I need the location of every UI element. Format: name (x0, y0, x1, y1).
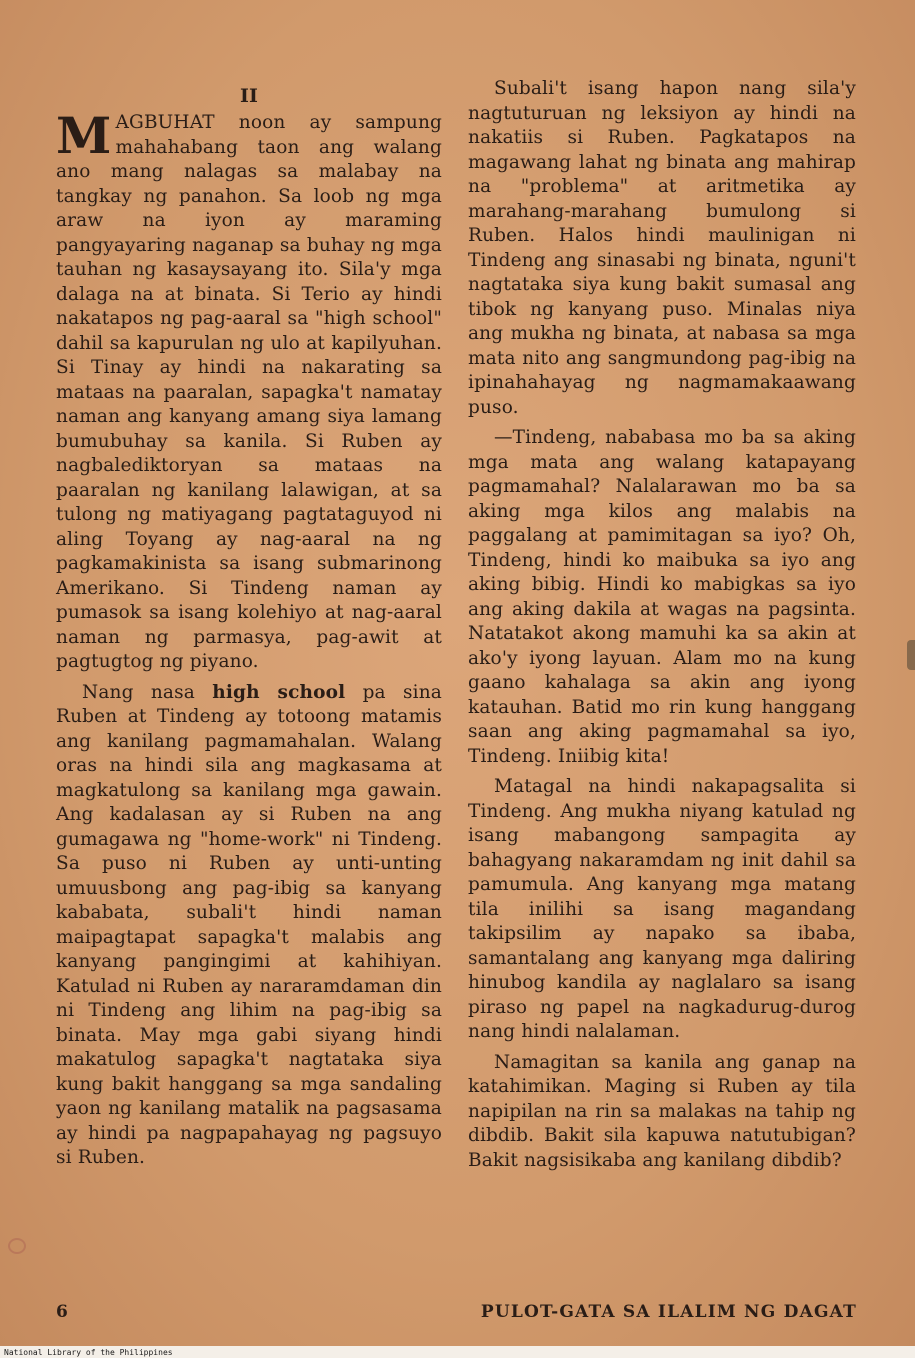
chapter-number: II (239, 85, 259, 107)
drop-cap: M (56, 106, 112, 165)
running-title: PULOT-GATA SA ILALIM NG DAGAT (480, 1302, 857, 1322)
paragraph-3: Subali't isang hapon nang sila'y nagtuturuan ng leksiyon ay hindi na nakatiis si Ruben. Pagkatapos na magawang lahat ng binata ang mahirap na "problema" at aritmetika ay marahang-marahang bumulong si Ruben. Halos hindi maulinigan ni Tindeng ang sinasabi ng binata, nguni't nagtataka siya kung bakit sumasal ang tibok ng kanyang puso. Minalas niya ang mukha ng binata, at nabasa sa mga mata nito ang sangmundong pag-ibig na ipinahahayag ng nagmamakaawang puso. (468, 78, 856, 418)
paragraph-2-text-a: Nang nasa (82, 681, 213, 703)
paragraph-1 (56, 106, 442, 675)
library-credit: National Library of the Philippines (4, 1348, 173, 1357)
paper-stain (8, 1238, 26, 1254)
paragraph-2-text-b: pa sina Ruben at Tindeng ay totoong matamis ang kanilang pagmamahalan. Walang oras na hindi sila ang magkasama at magkatulong sa kanilang mga gawain. Ang kadalasan ay si Ruben na ang gumagawa ng "home-work" ni Tindeng. Sa puso ni Ruben ay unti-unting umuusbong ang pag-ibig sa kanyang kababata, subali't hindi naman maipagtapat sapagka't malabis ang kanyang pangingimi at kahihiyan. Katulad ni Ruben ay nararamdaman din ni Tindeng ang lihim na pag-ibig sa binata. May mga gabi siyang hindi makatulog sapagka't nagtataka siya kung bakit hanggang sa mga sandaling yaon ng kanilang matalik na pagsasama ay hindi pa nagpapahayag ng pagsuyo si Ruben. (56, 681, 442, 1168)
paragraph-2 (56, 681, 442, 1171)
page-edge-mark (907, 640, 915, 670)
left-column (56, 84, 442, 1171)
paragraph-4: —Tindeng, nababasa mo ba sa aking mga mata ang walang katapayang pagmamahal? Nalalarawan mo ba sa aking mga kilos ang malabis na paggalang at pamimitagan sa iyo? Oh, Tindeng, hindi ko maibuka sa iyo ang aking bibig. Hindi ko mabigkas sa iyo ang aking dakila at wagas na pagsinta. Natatakot akong mamuhi ka sa akin at ako'y iyong layuan. Alam mo na kung gaano kahalaga sa akin ang iyong katauhan. Batid mo rin kung hanggang saan ang aking pagmamahal sa iyo, Tindeng. Iniibig kita! (468, 427, 856, 767)
paragraph-2-bold: high school (212, 681, 346, 703)
paragraph-5: Matagal na hindi nakapagsalita si Tindeng. Ang mukha niyang katulad ng isang mabangong sampagita ay bahagyang nakaramdam ng init dahil sa pamumula. Ang kanyang mga matang tila inilihi sa isang magandang takipsilim ay napako sa ibaba, samantalang ang kanyang mga daliring hinubog kandila ay naglalaro sa isang piraso ng papel na nagkadurug-durog nang hindi nalalaman. (468, 776, 856, 1042)
paragraph-1-text: AGBUHAT noon ay sampung mahahabang taon ang walang ano mang nalagas sa malabay na tangkay ng panahon. Sa loob ng mga araw na iyon ay maraming pangyayaring naganap sa buhay ng mga tauhan ng kasaysayang ito. Sila'y mga dalaga na at binata. Si Terio ay hindi nakatapos ng pag-aaral sa "high school" dahil sa kapurulan ng ulo at kapilyuhan. Si Tinay ay hindi na nakarating sa mataas na paaralan, sapagka't namatay naman ang kanyang amang siya lamang bumubuhay sa kanila. Si Ruben ay nagbalediktoryan sa mataas na paaralan ng kanilang lalawigan, at sa tulong ng matiyagang pagtataguyod ni aling Toyang ay nag-aaral na ng pagkamakinista sa isang submarinong Amerikano. Si Tindeng naman ay pumasok sa isang kolehiyo at nag-aaral naman ng parmasya, pag-awit at pagtugtog ng piyano. (56, 112, 442, 672)
page-footer (0, 1302, 915, 1328)
right-column (468, 77, 856, 1173)
paragraph-6: Namagitan sa kanila ang ganap na katahimikan. Maging si Ruben ay tila napipilan na rin sa malakas na tahip ng dibdib. Bakit sila kapuwa natutubigan? Bakit nagsisikaba ang kanilang dibdib? (468, 1051, 856, 1171)
page-number: 6 (56, 1302, 70, 1322)
